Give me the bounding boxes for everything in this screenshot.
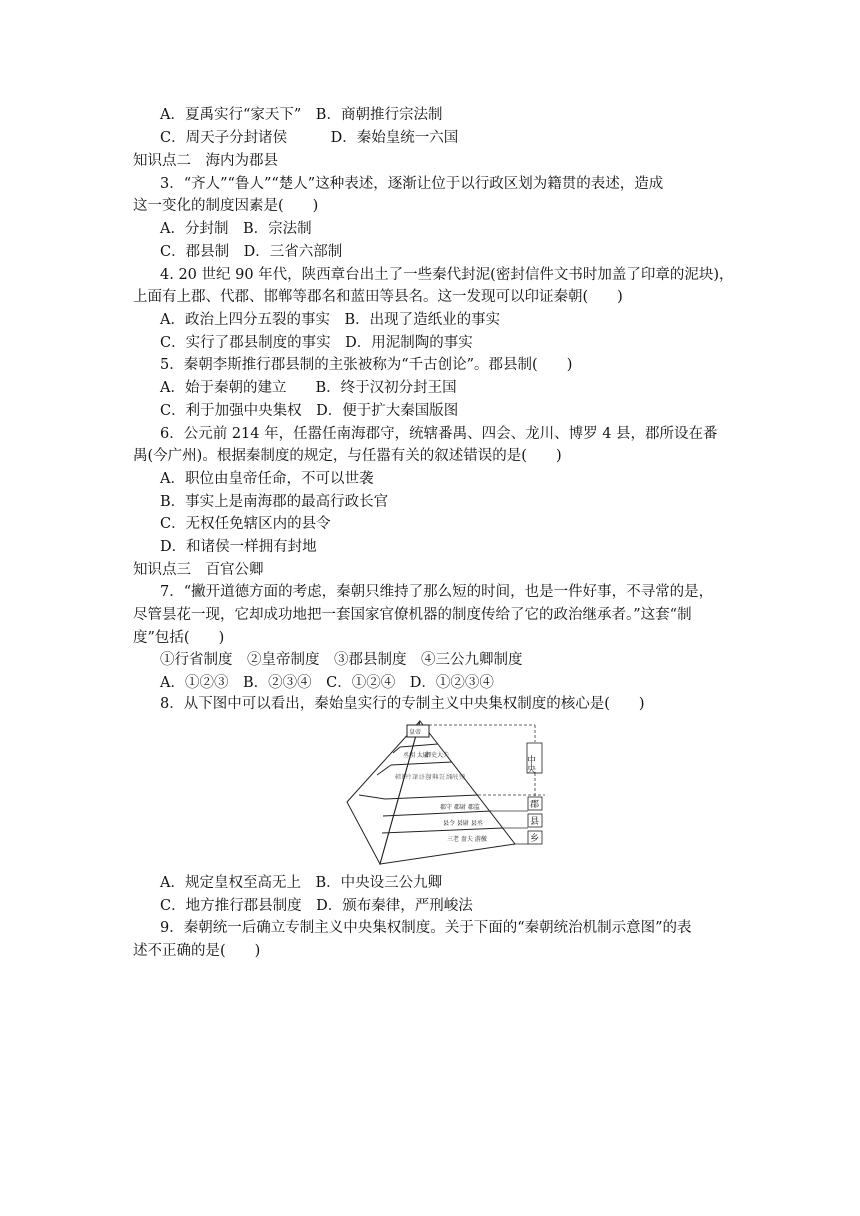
q7-items: ①行省制度 ②皇帝制度 ③郡县制度 ④三公九卿制度 bbox=[160, 652, 523, 668]
q9-stem-line1: 9．秦朝统一后确立专制主义中央集权制度。关于下面的“秦朝统治机制示意图”的表 bbox=[160, 920, 692, 936]
tier5-label: 县令 县尉 县丞 bbox=[443, 820, 483, 827]
q5-stem: 5．秦朝李斯推行郡县制的主张被称为“千古创论”。郡县制( ) bbox=[160, 357, 573, 373]
q6-option-b: B．事实上是南海郡的最高行政长官 bbox=[160, 494, 389, 510]
q6-stem-line2: 禺(今广州)。根据秦制度的规定，与任嚣有关的叙述错误的是( ) bbox=[133, 448, 562, 464]
q7-options: A．①②③ B．②③④ C．①②④ D．①②③④ bbox=[160, 675, 494, 691]
q5-options-line2: C．利于加强中央集权 D．便于扩大秦国版图 bbox=[160, 403, 459, 419]
q3-stem-line2: 这一变化的制度因素是( ) bbox=[133, 198, 319, 214]
q8-options-line1: A．规定皇权至高无上 B．中央设三公九卿 bbox=[160, 875, 443, 891]
section-heading-2: 知识点二 海内为郡县 bbox=[133, 153, 278, 169]
tier3-label: 奉常 郎中令 卫尉 太仆 廷尉 典客 宗正 治粟内史 少府 bbox=[395, 774, 537, 781]
q6-option-c: C．无权任免辖区内的县令 bbox=[160, 516, 331, 532]
q4-stem-line2: 上面有上郡、代郡、邯郸等郡名和蓝田等县名。这一发现可以印证秦朝( ) bbox=[133, 289, 623, 305]
tier2-left-label: 丞相 太尉 bbox=[403, 752, 429, 759]
q4-options-line1: A．政治上四分五裂的事实 B．出现了造纸业的事实 bbox=[160, 312, 501, 328]
label-central: 中央 bbox=[525, 755, 535, 773]
apex-emperor-label: 皇帝 bbox=[409, 729, 422, 736]
q3-stem-line1: 3．“齐人”“鲁人”“楚人”这种表述，逐渐让位于以行政区划为籍贯的表述，造成 bbox=[160, 176, 664, 192]
tier4-label: 郡守 郡尉 郡监 bbox=[440, 804, 480, 811]
q7-stem-line1: 7．“撇开道德方面的考虑，秦朝只维持了那么短的时间，也是一件好事，不寻常的是， bbox=[160, 584, 714, 600]
q3-options-line2: C．郡县制 D．三省六部制 bbox=[160, 244, 343, 260]
qin-pyramid-diagram bbox=[345, 717, 560, 867]
pyramid-side-face bbox=[347, 721, 420, 864]
q3-options-line1: A．分封制 B．宗法制 bbox=[160, 221, 312, 237]
section-heading-3: 知识点三 百官公卿 bbox=[133, 562, 264, 578]
q7-stem-line2: 尽管昙花一现，它却成功地把一套国家官僚机器的制度传给了它的政治继承者。”这套“制 bbox=[133, 607, 692, 623]
q5-options-line1: A．始于秦朝的建立 B．终于汉初分封王国 bbox=[160, 380, 457, 396]
q6-option-d: D．和诸侯一样拥有封地 bbox=[160, 539, 317, 555]
tier6-label: 三老 啬夫 游徼 bbox=[447, 836, 487, 843]
q4-stem-line1: 4. 20 世纪 90 年代，陕西章台出土了一些秦代封泥(密封信件文书时加盖了印章的泥块)， bbox=[160, 267, 734, 283]
label-xiang: 乡 bbox=[530, 834, 540, 844]
q2-options-line2: C．周天子分封诸侯 D．秦始皇统一六国 bbox=[160, 130, 459, 146]
q8-options-line2: C．地方推行郡县制度 D．颁布秦律，严刑峻法 bbox=[160, 898, 473, 914]
q9-stem-line2: 述不正确的是( ) bbox=[133, 943, 261, 959]
q4-options-line2: C．实行了郡县制度的事实 D．用泥制陶的事实 bbox=[160, 335, 473, 351]
q8-stem: 8．从下图中可以看出，秦始皇实行的专制主义中央集权制度的核心是( ) bbox=[160, 696, 645, 712]
q6-stem-line1: 6．公元前 214 年，任嚣任南海郡守，统辖番禺、四会、龙川、博罗 4 县，郡所设在番 bbox=[160, 426, 718, 442]
tier2-right-label: 御史大夫 bbox=[425, 752, 450, 759]
q2-options-line1: A．夏禹实行“家天下” B．商朝推行宗法制 bbox=[160, 107, 443, 123]
label-xian: 县 bbox=[530, 817, 540, 827]
pyramid-svg bbox=[345, 717, 560, 867]
q7-stem-line3: 度”包括( ) bbox=[133, 630, 225, 646]
q6-option-a: A．职位由皇帝任命，不可以世袭 bbox=[160, 471, 374, 487]
label-jun: 郡 bbox=[530, 800, 540, 810]
